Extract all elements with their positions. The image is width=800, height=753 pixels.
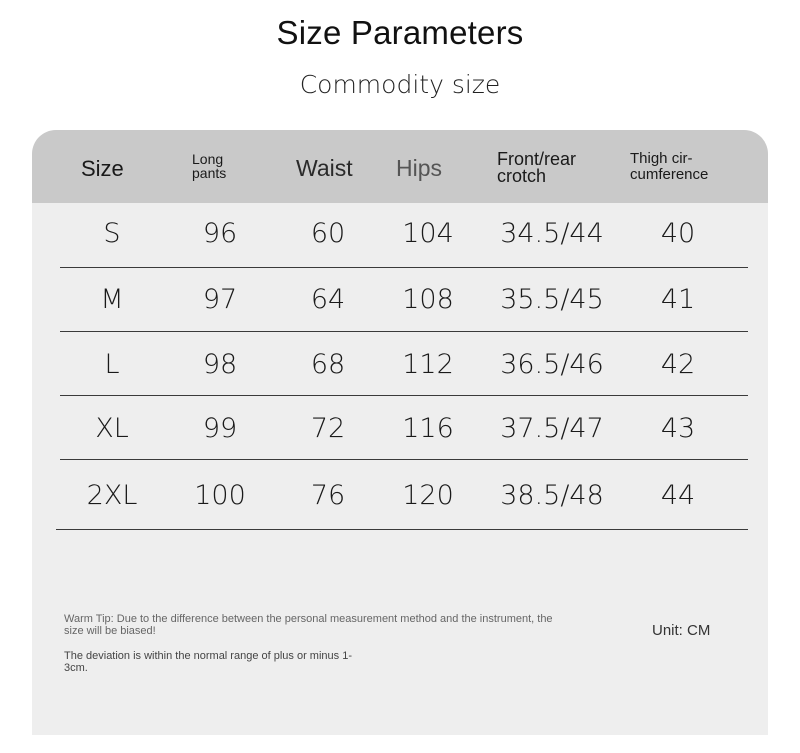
cell-size: 2XL [86, 480, 138, 511]
cell-thigh: 40 [660, 218, 696, 249]
cell-crotch: 38.5/48 [500, 480, 604, 511]
cell-thigh: 41 [660, 284, 696, 315]
cell-waist: 72 [310, 413, 346, 444]
table-row [32, 399, 768, 459]
header-hips: Hips [396, 155, 443, 181]
cell-crotch: 36.5/46 [500, 349, 604, 380]
cell-size: M [100, 284, 124, 315]
table-header [32, 130, 768, 203]
page-title: Size Parameters [276, 14, 524, 51]
cell-hips: 112 [402, 349, 454, 380]
row-divider [60, 267, 748, 268]
row-divider [60, 331, 748, 332]
cell-long-pants: 97 [202, 284, 238, 315]
cell-crotch: 37.5/47 [500, 413, 604, 444]
cell-thigh: 44 [660, 480, 696, 511]
row-divider [56, 529, 748, 530]
warm-tip-text: Warm Tip: Due to the difference between the personal measurement method and the instrument, the size will be biased! [64, 613, 553, 637]
cell-size: XL [95, 413, 129, 444]
size-table-card [32, 130, 768, 735]
table-row [32, 270, 768, 330]
cell-long-pants: 99 [202, 413, 238, 444]
table-row [32, 204, 768, 264]
header-size: Size [81, 156, 124, 181]
cell-long-pants: 100 [194, 480, 246, 511]
cell-hips: 116 [402, 413, 454, 444]
header-waist: Waist [296, 155, 353, 181]
cell-thigh: 42 [660, 349, 696, 380]
cell-size: L [104, 349, 120, 380]
unit-label: Unit: CM [652, 622, 711, 639]
row-divider [60, 395, 748, 396]
cell-waist: 64 [310, 284, 346, 315]
header-long-pants: Long pants [192, 151, 227, 181]
cell-hips: 108 [402, 284, 454, 315]
cell-waist: 68 [310, 349, 346, 380]
cell-crotch: 35.5/45 [500, 284, 604, 315]
cell-waist: 76 [310, 480, 346, 511]
cell-hips: 104 [402, 218, 454, 249]
cell-long-pants: 98 [202, 349, 238, 380]
page-subtitle: Commodity size [299, 70, 501, 99]
row-divider [60, 459, 748, 460]
cell-thigh: 43 [660, 413, 696, 444]
header-thigh-circumference: Thigh cir- cumference [630, 150, 709, 183]
cell-waist: 60 [310, 218, 346, 249]
table-row [32, 466, 768, 526]
cell-crotch: 34.5/44 [500, 218, 604, 249]
cell-long-pants: 96 [202, 218, 238, 249]
header-front-rear-crotch: Front/rear crotch [497, 149, 577, 186]
table-row [32, 335, 768, 395]
cell-size: S [103, 218, 121, 249]
cell-hips: 120 [402, 480, 454, 511]
deviation-note: The deviation is within the normal range of plus or minus 1-3cm. [64, 650, 352, 674]
